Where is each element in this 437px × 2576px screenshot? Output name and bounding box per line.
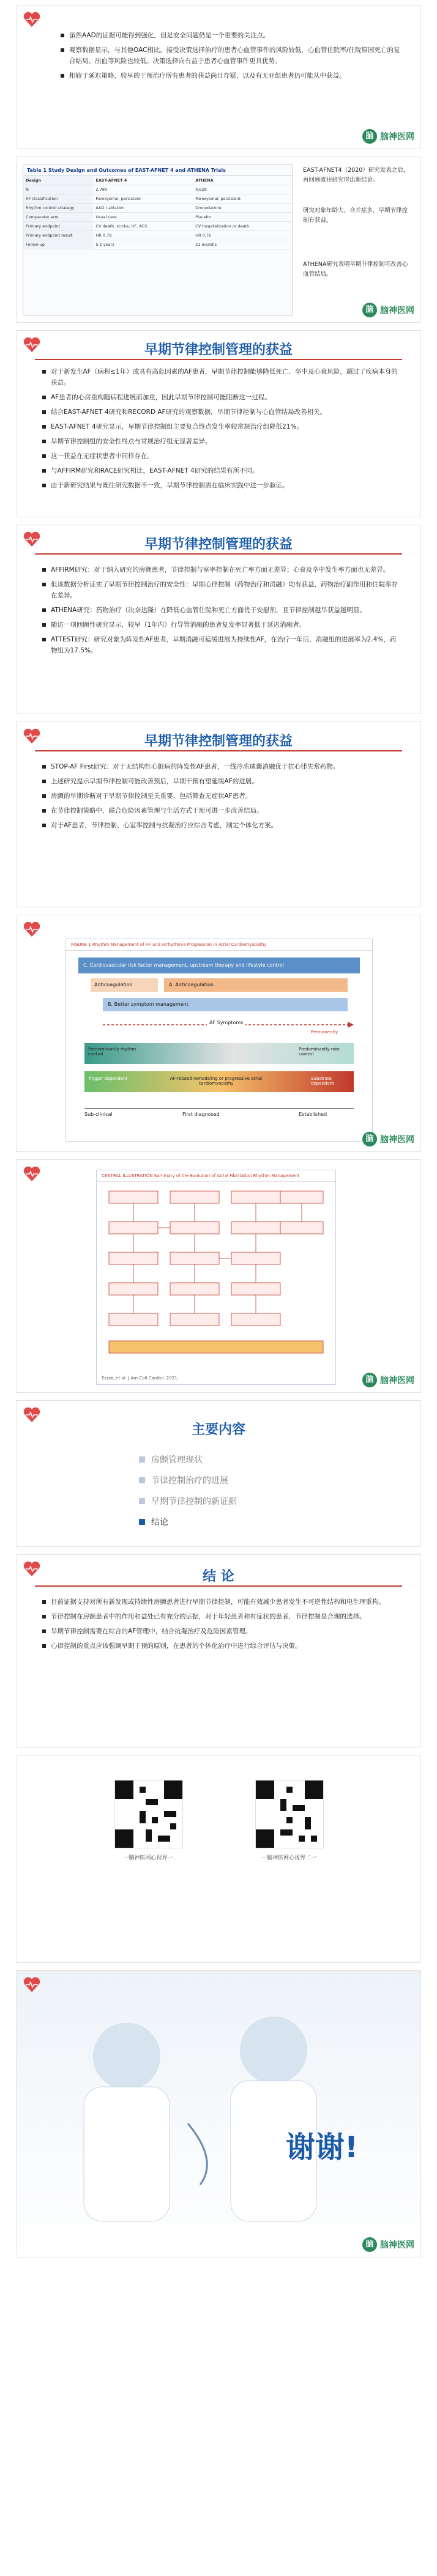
slide-title: 早期节律控制管理的获益 (144, 734, 293, 749)
rate-label: Predominantly rate control (299, 1047, 340, 1057)
table-cell: Design (23, 176, 93, 185)
slide-8 (16, 1400, 421, 1547)
list-item: AFFIRM研究：对于纳入研究的房颤患者，节律控制与室率控制在死亡率方面无差异；心衰及卒中发生率方面也无差异。 (41, 564, 402, 575)
table-row (23, 194, 293, 204)
list-item: AF患者的心房重构随病程进展而加重，因此早期节律控制可能阻断这一过程。 (41, 392, 402, 403)
mid-label: AF-related remodeling or progressive atrial cardiomyopathy (170, 1076, 263, 1086)
list-item: 对于AF患者，节律控制、心室率控制与抗凝治疗应综合考虑，制定个体化方案。 (41, 820, 402, 831)
qr-caption-right: 一脑神医网心视界二一 (261, 1855, 316, 1861)
toc-item-2: 节律控制治疗的进展 (139, 1474, 228, 1486)
list-item: 目前证据支持对所有新发现或持续性房颤患者进行早期节律控制，可能有效减少患者发生不可逆性结构和电生理重构。 (41, 1596, 402, 1607)
toc-item-1: 房颤管理现状 (139, 1453, 203, 1466)
table-cell: HR 0.79 (95, 233, 112, 238)
table-cell: Paroxysmal, persistent (95, 196, 141, 201)
brand-logo: 脑 脑神医网 (362, 129, 414, 144)
table-cell: Primary endpoint (23, 222, 93, 231)
list-item: 但该数据分析证实了早期节律控制治疗的安全性：早期心律控制（药物治疗和消融）均有获益，药物治疗副作用和住院率存在差异。 (41, 579, 402, 601)
stage-2: First diagnosed (182, 1112, 220, 1117)
table-cell: 2,789 (95, 187, 108, 192)
table-cell: N (23, 185, 93, 194)
slide-title: 结 论 (203, 1569, 234, 1584)
box-c: C. Cardiovascular risk factor management, upstream therapy and lifestyle control (78, 958, 360, 973)
toc-item-3: 早期节律控制的新证据 (139, 1495, 237, 1507)
slide-title: 主要内容 (191, 1422, 245, 1437)
side-text-2: 研究对象年龄大、合并症多，早期节律控制有获益。 (303, 207, 408, 224)
list-item: 在节律控制策略中，联合危险因素管理与生活方式干预可进一步改善结局。 (41, 805, 402, 816)
table-cell: AF classification (23, 194, 93, 203)
list-item: EAST-AFNET 4研究显示，早期节律控制组主要复合终点发生率较常规治疗组降低21%。 (41, 421, 402, 432)
qr-caption-left: 一脑神医网心视界一 (123, 1855, 173, 1861)
list-item: 结合EAST-AFNET 4研究和RECORD AF研究的观察数据，早期节律控制与心血管结局改善相关。 (41, 407, 402, 418)
table-cell: CV hospitalization or death (195, 224, 250, 229)
slide-6 (16, 915, 421, 1152)
table-cell: Paroxysmal, persistent (195, 196, 241, 201)
table-cell: CV death, stroke, HF, ACS (95, 224, 148, 229)
table-cell: Dronedarone (195, 205, 222, 210)
table-cell: AAD / ablation (95, 205, 125, 210)
toc-item-4: 结论 (139, 1516, 168, 1528)
list-item: 虽然AAD的证据可能得到强化，但是安全问题仍是一个重要的关注点。 (59, 30, 402, 41)
list-item: STOP-AF First研究：对于无结构性心脏病的阵发性AF患者，一线冷冻球囊消融优于抗心律失常药物。 (41, 761, 402, 772)
thanks-text: 谢谢! (286, 2130, 358, 2165)
brand-logo: 脑 脑神医网 (362, 1373, 414, 1387)
table-cell: Placebo (195, 215, 211, 220)
table-cell: 5.1 years (95, 242, 114, 247)
qr-code-left (114, 1780, 183, 1848)
slide-11 (16, 1970, 421, 2257)
table-cell: HR 0.76 (195, 233, 212, 238)
slide-3-bullets (41, 366, 402, 495)
divider (35, 553, 402, 555)
divider (35, 750, 402, 751)
slide-title: 早期节律控制管理的获益 (144, 342, 293, 358)
table-row (23, 204, 293, 213)
trial-table (23, 164, 293, 316)
slide-10 (16, 1755, 421, 1963)
stage-line (84, 1108, 354, 1109)
qr-code-right (255, 1780, 324, 1848)
heart-pulse-icon (23, 1165, 41, 1183)
table-caption: Table 1 Study Design and Outcomes of EAST-AFNET 4 and ATHENA Trials (23, 165, 293, 176)
table-cell: 21 months (195, 242, 217, 247)
box-a-right: A. Anticoagulation (164, 978, 348, 992)
list-item: 与AFFIRM研究和RACE研究相比，EAST-AFNET 4研究的结果有所不同。 (41, 465, 402, 476)
divider (35, 359, 402, 360)
list-item: 早期节律控制需要在综合的AF管理中，结合抗凝治疗及危险因素管理。 (41, 1626, 402, 1637)
box-b: B. Better symptom management (103, 998, 348, 1011)
figure-caption: FIGURE 1 Rhythm Management of AF and Arrhythmia Progression in Atrial Cardiomyopathy (66, 939, 372, 951)
table-row (23, 213, 293, 222)
list-item: 心律控制的重点应该强调早期干预的原则，在患者的个体化治疗中进行综合评估与决策。 (41, 1640, 402, 1652)
slide-4-bullets (41, 564, 402, 660)
perm-label: Permanently (311, 1030, 338, 1035)
divider (35, 1585, 402, 1587)
list-item: ATHENA研究：药物治疗（决奈达隆）在降低心血管住院和死亡方面优于安慰剂，且节律控制越早获益越明显。 (41, 605, 402, 616)
list-item: 节律控制在房颤患者中的作用和益处已有充分的证据，对于年轻患者和有症状的患者，节律控制是合理的选择。 (41, 1611, 402, 1622)
brand-logo: 脑 脑神医网 (362, 2237, 414, 2252)
flow-diagram (97, 1185, 335, 1368)
side-text-3: ATHENA研究表明早期节律控制可改善心血管结局。 (303, 261, 408, 278)
citation: Ezzat, et al. J Am Coll Cardiol. 2021. (102, 1376, 179, 1381)
central-illustration (96, 1170, 336, 1385)
slide-9-bullets (41, 1596, 402, 1655)
table-row (23, 231, 293, 240)
stage-3: Established (299, 1112, 327, 1117)
slide-5 (16, 722, 421, 907)
list-item: 由于新研究结果与既往研究数据不一致，早期节律控制需在临床实践中进一步验证。 (41, 480, 402, 491)
symptom-label: AF Symptoms (207, 1020, 245, 1025)
rhythm-label: Predominantly rhythm control (88, 1047, 136, 1057)
list-item: 早期节律控制组的安全性终点与常规治疗组无显著差异。 (41, 436, 402, 447)
slide-9 (16, 1554, 421, 1747)
table-row (23, 240, 293, 249)
table-cell: EAST-AFNET 4 (95, 178, 127, 183)
slide-5-bullets (41, 761, 402, 835)
list-item: 房颤的早期诊断对于早期节律控制至关重要，包括筛查无症状AF患者。 (41, 791, 402, 802)
figure-1 (65, 939, 373, 1142)
table-cell: Follow-up (23, 240, 93, 249)
list-item: 上述研究提示早期节律控制可能改善预后，早期干预有望延缓AF的进展。 (41, 776, 402, 787)
slide-4 (16, 525, 421, 714)
table-row (23, 185, 293, 194)
table-row (23, 176, 293, 185)
list-item: 随访一项回顾性研究显示，较早（1年内）行导管消融的患者复发率显著低于延迟消融者。 (41, 619, 402, 630)
table-cell: Comparator arm (23, 213, 93, 221)
slide-2 (16, 157, 421, 323)
doctors-illustration (17, 1983, 420, 2246)
heart-pulse-icon (23, 10, 41, 29)
figure-caption: CENTRAL ILLUSTRATION Summary of the Evolution of Atrial Fibrillation Rhythm Management (97, 1170, 335, 1182)
heart-pulse-icon (23, 920, 41, 939)
table-cell: ATHENA (195, 178, 214, 183)
slide-3 (16, 330, 421, 517)
brand-logo: 脑 脑神医网 (362, 1132, 414, 1146)
slide-7 (16, 1159, 421, 1393)
list-item: 相较于延迟策略，较早的干预治疗所有患者的获益尚且存疑，以及有无亚组患者仍可能从中获益。 (59, 70, 402, 81)
brand-logo: 脑 脑神医网 (362, 303, 414, 317)
slide-1-bullets (59, 30, 402, 85)
slide-title: 早期节律控制管理的获益 (144, 537, 293, 552)
substrate-label: Substrate dependent (311, 1076, 334, 1086)
list-item: 观察数据显示，与其他OAC相比，接受决策选择治疗的患者心血管事件的风险较低，心血管住院率/住院原因死亡的复合结局、出血等风险也较低。决策选择向有益于患者心血管事件更具优势。 (59, 45, 402, 67)
list-item: ATTEST研究：研究对象为阵发性AF患者，早期消融可延缓进展为持续性AF，在治疗一年后，消融组的进展率为2.4%，药物组为17.5%。 (41, 634, 402, 656)
table-cell: Primary endpoint result (23, 231, 93, 240)
table-cell: Rhythm control strategy (23, 204, 93, 212)
table-row (23, 222, 293, 231)
list-item: 这一获益在无症状患者中同样存在。 (41, 451, 402, 462)
table-cell: 4,628 (195, 187, 207, 192)
slide-1 (16, 5, 421, 149)
side-text-1: EAST-AFNET4（2020）研究发表之后，再回顾既往研究得出新结论。 (303, 167, 409, 183)
box-a-left: Anticoagulation (91, 978, 158, 992)
table-cell: Usual care (95, 215, 117, 220)
stage-1: Sub-clinical (84, 1112, 113, 1117)
trigger-label: Trigger dependent (88, 1076, 128, 1081)
list-item: 对于新发生AF（病程≤1年）或具有高危因素的AF患者，早期节律控制能够降低死亡、卒中及心衰风险，超过了疾病本身的获益。 (41, 366, 402, 388)
